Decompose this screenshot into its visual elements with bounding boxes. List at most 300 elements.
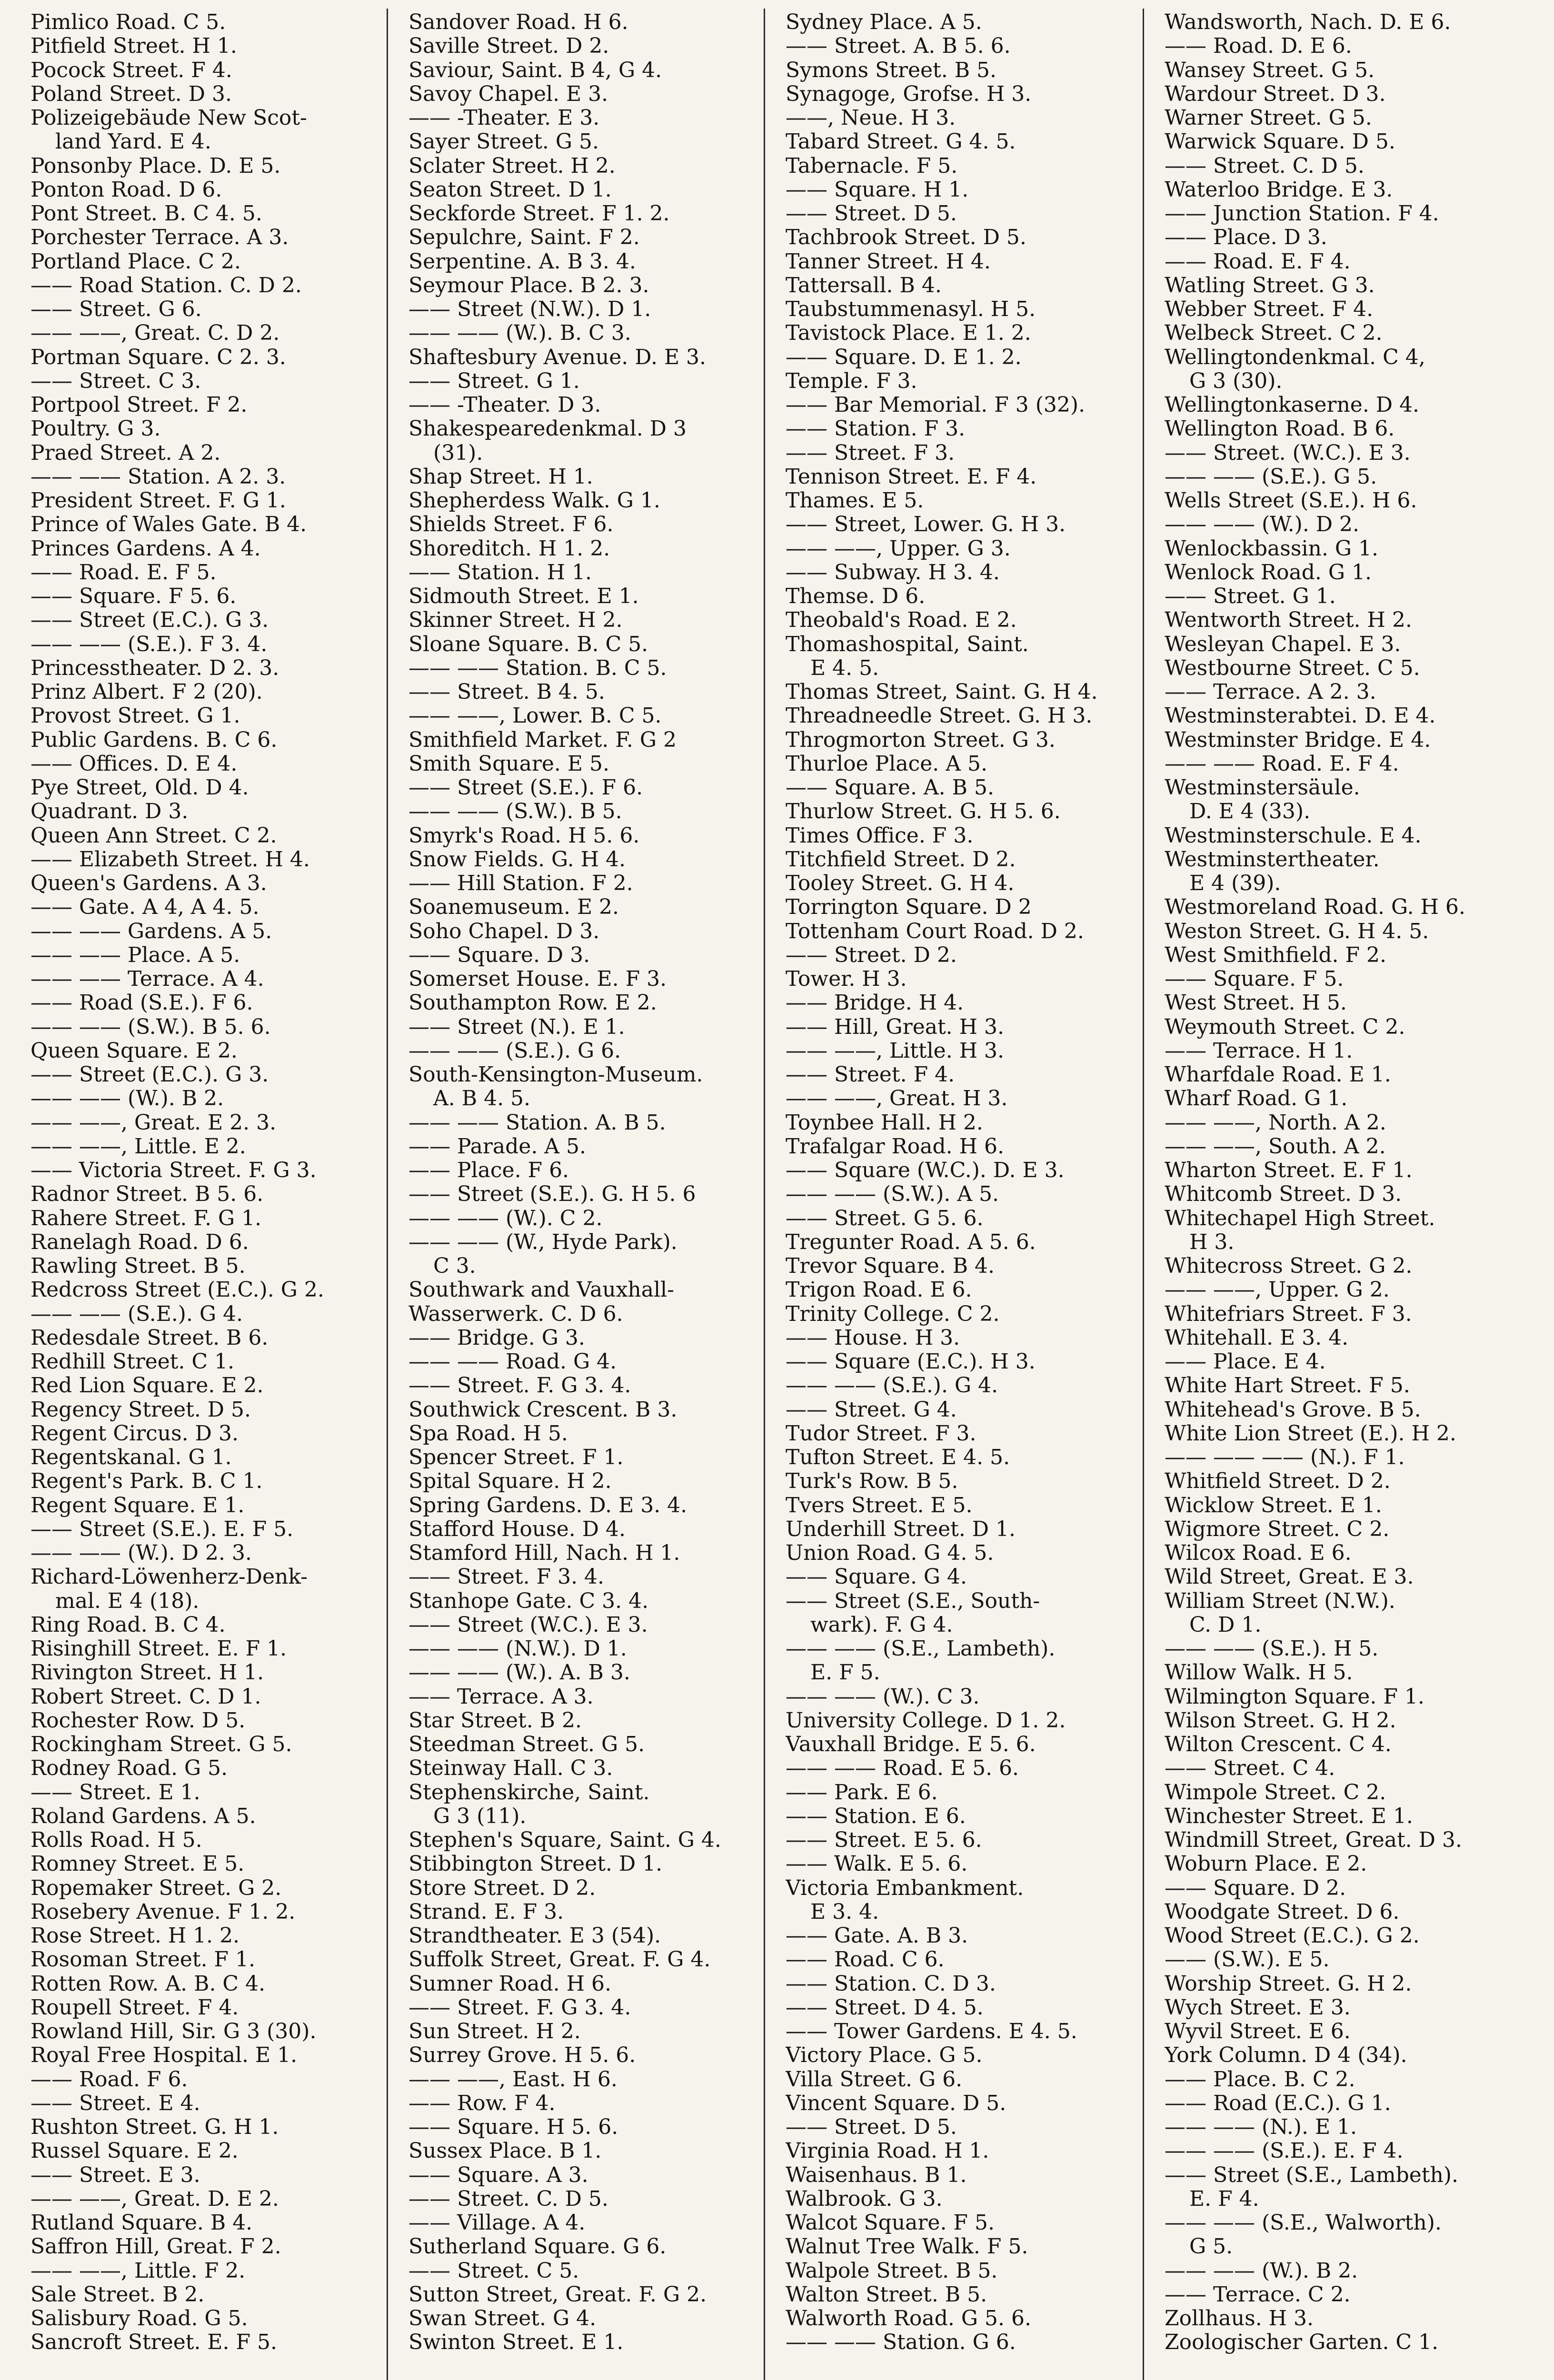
index-entry: Queen Ann Street. C 2. — [30, 823, 277, 848]
index-entry: Soho Chapel. D 3. — [408, 919, 600, 943]
index-entry: —— —— (W.). B 2. — [1165, 2259, 1358, 2283]
index-entry: —— Station. F 3. — [786, 417, 966, 441]
index-entry: Turk's Row. B 5. — [786, 1469, 958, 1494]
index-entry: —— Street. D 5. — [786, 202, 957, 226]
index-entry: Titchfield Street. D 2. — [786, 847, 1016, 872]
index-entry: Praed Street. A 2. — [30, 441, 221, 465]
index-entry: Spring Gardens. D. E 3. 4. — [408, 1493, 687, 1517]
index-entry: Westminstertheater. — [1165, 847, 1380, 872]
index-entry: Redcross Street (E.C.). G 2. — [30, 1278, 324, 1302]
index-entry: Wellingtonkaserne. D 4. — [1165, 393, 1420, 417]
index-entry: Underhill Street. D 1. — [786, 1517, 1016, 1541]
index-entry: Southwark and Vauxhall- — [408, 1278, 674, 1302]
index-entry: Sandover Road. H 6. — [408, 10, 628, 34]
index-entry: Soanemuseum. E 2. — [408, 895, 619, 920]
index-entry: —— —— Road. E 5. 6. — [786, 1756, 1019, 1781]
index-entry: —— Street. F. G 3. 4. — [408, 1995, 631, 2020]
index-entry: G 5. — [1189, 2235, 1233, 2259]
index-entry: —— ——, North. A 2. — [1165, 1111, 1386, 1135]
index-entry: Woodgate Street. D 6. — [1165, 1900, 1400, 1924]
index-entry: Ring Road. B. C 4. — [30, 1613, 226, 1637]
index-entry: E 4. 5. — [810, 656, 879, 680]
index-entry: —— Street. E 4. — [30, 2091, 200, 2115]
index-column-4 — [1165, 10, 1526, 2355]
index-entry: —— ——, Great. C. D 2. — [30, 321, 280, 346]
index-entry: Rosebery Avenue. F 1. 2. — [30, 1900, 296, 1924]
index-entry: —— Street. C 4. — [1165, 1756, 1335, 1781]
index-entry: Watling Street. G 3. — [1165, 273, 1375, 298]
index-entry: Redesdale Street. B 6. — [30, 1326, 269, 1350]
index-entry: —— Street, Lower. G. H 3. — [786, 513, 1066, 537]
index-entry: ——, Neue. H 3. — [786, 106, 956, 130]
index-entry: —— Road. D. E 6. — [1165, 34, 1352, 59]
index-entry: Walbrook. G 3. — [786, 2187, 943, 2211]
column-rule — [764, 9, 765, 2380]
index-entry: Throgmorton Street. G 3. — [786, 728, 1056, 752]
index-entry: —— —— (S.E.). F 3. 4. — [30, 632, 268, 656]
index-entry: Thames. E 5. — [786, 489, 924, 513]
index-entry: Southampton Row. E 2. — [408, 991, 657, 1015]
index-entry: —— —— Road. E. F 4. — [1165, 752, 1399, 776]
index-entry: Wesleyan Chapel. E 3. — [1165, 632, 1401, 656]
index-entry: Radnor Street. B 5. 6. — [30, 1182, 264, 1207]
index-entry: Westbourne Street. C 5. — [1165, 656, 1420, 680]
index-entry: Smyrk's Road. H 5. 6. — [408, 823, 640, 848]
index-entry: Tavistock Place. E 1. 2. — [786, 321, 1031, 346]
index-entry: South-Kensington-Museum. — [408, 1063, 703, 1087]
index-entry: Tooley Street. G. H 4. — [786, 872, 1015, 895]
index-entry: Whitehead's Grove. B 5. — [1165, 1398, 1421, 1422]
index-entry: —— —— (W.). B 2. — [30, 1087, 224, 1111]
index-entry: —— ——, East. H 6. — [408, 2067, 618, 2092]
index-entry: Worship Street. G. H 2. — [1165, 1972, 1412, 1996]
index-entry: Weston Street. G. H 4. 5. — [1165, 919, 1429, 943]
index-entry: —— Street (W.C.). E 3. — [408, 1613, 648, 1637]
index-entry: Steedman Street. G 5. — [408, 1733, 645, 1756]
index-entry: Princes Gardens. A 4. — [30, 536, 261, 561]
index-entry: Shap Street. H 1. — [408, 465, 593, 489]
index-entry: —— —— Station. G 6. — [786, 2330, 1016, 2355]
index-entry: —— —— (W.). B. C 3. — [408, 321, 631, 346]
index-entry: Shakespearedenkmal. D 3 — [408, 417, 687, 441]
index-entry: Steinway Hall. C 3. — [408, 1756, 613, 1781]
index-entry: —— Street. C 3. — [30, 369, 201, 393]
index-entry: Rochester Row. D 5. — [30, 1708, 246, 1733]
index-entry: Temple. F 3. — [786, 369, 917, 393]
index-entry: Warwick Square. D 5. — [1165, 130, 1395, 154]
index-entry: —— —— Station. B. C 5. — [408, 656, 667, 680]
index-entry: Stamford Hill, Nach. H 1. — [408, 1541, 680, 1565]
index-entry: C 3. — [433, 1254, 476, 1278]
index-entry: Royal Free Hospital. E 1. — [30, 2043, 298, 2068]
index-entry: Red Lion Square. E 2. — [30, 1374, 264, 1398]
index-entry: G 3 (30). — [1189, 369, 1283, 393]
index-entry: Thurlow Street. G. H 5. 6. — [786, 800, 1061, 824]
index-entry: Thurloe Place. A 5. — [786, 752, 987, 776]
index-entry: —— Terrace. C 2. — [1165, 2282, 1351, 2307]
index-entry: —— Street. C. D 5. — [1165, 154, 1365, 178]
index-entry: —— Station. H 1. — [408, 560, 592, 585]
index-entry: Willow Walk. H 5. — [1165, 1661, 1353, 1685]
index-entry: Seymour Place. B 2. 3. — [408, 273, 649, 298]
index-entry: E. F 5. — [810, 1661, 880, 1685]
index-entry: Serpentine. A. B 3. 4. — [408, 249, 636, 274]
index-entry: —— Street (S.E.). F 6. — [408, 776, 643, 800]
index-entry: wark). F. G 4. — [810, 1613, 953, 1637]
index-entry: —— Terrace. A 2. 3. — [1165, 680, 1376, 704]
index-entry: —— —— (S.W.). B 5. — [408, 800, 622, 824]
index-entry: Trevor Square. B 4. — [786, 1254, 995, 1278]
index-entry: —— —— Station. A. B 5. — [408, 1111, 666, 1135]
index-entry: Tower. H 3. — [786, 967, 907, 991]
index-entry: Trinity College. C 2. — [786, 1302, 1000, 1326]
index-entry: Wood Street (E.C.). G 2. — [1165, 1924, 1420, 1948]
index-entry: Threadneedle Street. G. H 3. — [786, 704, 1093, 728]
index-entry: Pye Street, Old. D 4. — [30, 776, 249, 800]
index-entry: Synagoge, Grofse. H 3. — [786, 82, 1032, 106]
index-entry: Walworth Road. G 5. 6. — [786, 2307, 1031, 2330]
index-entry: —— —— (S.W.). A 5. — [786, 1182, 999, 1207]
index-entry: —— Street. E 1. — [30, 1780, 200, 1805]
index-entry: Symons Street. B 5. — [786, 58, 997, 82]
index-entry: —— Parade. A 5. — [408, 1134, 587, 1159]
index-entry: Waterloo Bridge. E 3. — [1165, 178, 1393, 202]
index-entry: Portman Square. C 2. 3. — [30, 345, 286, 369]
index-entry: —— Square. D 2. — [1165, 1876, 1346, 1900]
index-entry: Wenlockbassin. G 1. — [1165, 536, 1378, 561]
index-entry: Zoologischer Garten. C 1. — [1165, 2330, 1439, 2355]
index-entry: Sloane Square. B. C 5. — [408, 632, 648, 656]
index-entry: Sutherland Square. G 6. — [408, 2235, 667, 2259]
column-rule — [387, 9, 388, 2380]
index-entry: —— Street. (W.C.). E 3. — [1165, 441, 1411, 465]
index-entry: H 3. — [1189, 1230, 1235, 1254]
index-entry: Villa Street. G 6. — [786, 2067, 963, 2092]
index-entry: Ranelagh Road. D 6. — [30, 1230, 249, 1254]
index-entry: White Lion Street (E.). H 2. — [1165, 1421, 1456, 1446]
index-entry: —— Road (S.E.). F 6. — [30, 991, 253, 1015]
index-entry: —— Road (E.C.). G 1. — [1165, 2091, 1391, 2115]
index-entry: Wellingtondenkmal. C 4, — [1165, 345, 1425, 369]
index-entry: —— Street. F 3. 4. — [408, 1565, 605, 1589]
index-entry: Whitefriars Street. F 3. — [1165, 1302, 1412, 1326]
index-entry: Shields Street. F 6. — [408, 513, 614, 537]
index-entry: —— Square. H 1. — [786, 178, 969, 202]
index-entry: —— Street. F 3. — [786, 441, 955, 465]
index-entry: Tennison Street. E. F 4. — [786, 465, 1037, 489]
index-entry: Walton Street. B 5. — [786, 2282, 987, 2307]
index-entry: Portpool Street. F 2. — [30, 393, 248, 417]
index-entry: Pocock Street. F 4. — [30, 58, 232, 82]
index-entry: —— Road. F 6. — [30, 2067, 188, 2092]
index-entry: Surrey Grove. H 5. 6. — [408, 2043, 636, 2068]
index-entry: Quadrant. D 3. — [30, 800, 189, 824]
index-entry: —— Subway. H 3. 4. — [786, 560, 1000, 585]
index-entry: Waisenhaus. B 1. — [786, 2163, 967, 2187]
index-entry: Spencer Street. F 1. — [408, 1446, 624, 1469]
index-entry: —— —— (S.E.). E. F 4. — [1165, 2139, 1404, 2163]
index-entry: —— —— (S.W.). B 5. 6. — [30, 1015, 271, 1039]
index-entry: Stephen's Square, Saint. G 4. — [408, 1828, 721, 1852]
index-entry: Tattersall. B 4. — [786, 273, 942, 298]
index-entry: Tanner Street. H 4. — [786, 249, 991, 274]
index-entry: —— —— (W.). A. B 3. — [408, 1661, 630, 1685]
index-entry: —— ——, Great. E 2. 3. — [30, 1111, 277, 1135]
index-entry: —— Street. G 1. — [1165, 585, 1336, 608]
index-entry: E. F 4. — [1189, 2187, 1259, 2211]
index-entry: Ropemaker Street. G 2. — [30, 1876, 282, 1900]
index-entry: Portland Place. C 2. — [30, 249, 241, 274]
index-entry: Thomashospital, Saint. — [786, 632, 1029, 656]
index-entry: —— Street. G 5. 6. — [786, 1206, 984, 1230]
index-column-1 — [30, 10, 383, 2355]
index-entry: —— Street. B 4. 5. — [408, 680, 605, 704]
index-entry: Regency Street. D 5. — [30, 1398, 251, 1422]
index-entry: Stanhope Gate. C 3. 4. — [408, 1589, 649, 1613]
index-entry: —— Square. G 4. — [786, 1565, 967, 1589]
index-entry: Wasserwerk. C. D 6. — [408, 1302, 623, 1326]
index-entry: Smithfield Market. F. G 2 — [408, 728, 677, 752]
index-entry: —— ——, Upper. G 2. — [1165, 1278, 1390, 1302]
index-entry: Westminster Bridge. E 4. — [1165, 728, 1431, 752]
index-entry: Sydney Place. A 5. — [786, 10, 982, 34]
index-entry: —— Gate. A 4, A 4. 5. — [30, 895, 259, 920]
index-entry: Thomas Street, Saint. G. H 4. — [786, 680, 1098, 704]
index-entry: Roland Gardens. A 5. — [30, 1804, 256, 1828]
index-entry: Roupell Street. F 4. — [30, 1995, 239, 2020]
index-entry: Wharton Street. E. F 1. — [1165, 1159, 1413, 1182]
index-entry: York Column. D 4 (34). — [1165, 2043, 1407, 2068]
index-entry: Times Office. F 3. — [786, 823, 974, 848]
index-column-2 — [408, 10, 761, 2355]
index-entry: Ponton Road. D 6. — [30, 178, 222, 202]
index-entry: E 4 (39). — [1189, 872, 1281, 895]
index-entry: —— —— (W.). D 2. 3. — [30, 1541, 252, 1565]
index-entry: Winchester Street. E 1. — [1165, 1804, 1413, 1828]
index-entry: mal. E 4 (18). — [55, 1589, 199, 1613]
index-entry: —— Square. F 5. 6. — [30, 585, 237, 608]
index-entry: —— Street. A. B 5. 6. — [786, 34, 1011, 59]
index-entry: —— Street. C. D 5. — [408, 2187, 608, 2211]
index-entry: —— Row. F 4. — [408, 2091, 556, 2115]
index-entry: —— —— —— (N.). F 1. — [1165, 1446, 1405, 1469]
index-entry: Star Street. B 2. — [408, 1708, 582, 1733]
index-entry: —— Road. E. F 5. — [30, 560, 217, 585]
index-entry: —— Place. E 4. — [1165, 1350, 1326, 1374]
index-entry: —— Park. E 6. — [786, 1780, 938, 1805]
index-entry: Wimpole Street. C 2. — [1165, 1780, 1386, 1805]
index-entry: Rutland Square. B 4. — [30, 2211, 253, 2235]
index-entry: —— ——, South. A 2. — [1165, 1134, 1386, 1159]
index-entry: Queen Square. E 2. — [30, 1039, 238, 1063]
index-entry: West Smithfield. F 2. — [1165, 943, 1386, 967]
index-entry: Wharf Road. G 1. — [1165, 1087, 1348, 1111]
index-entry: —— ——, Great. D. E 2. — [30, 2187, 279, 2211]
index-entry: —— Street (S.E.). G. H 5. 6 — [408, 1182, 696, 1207]
index-entry: —— Square. H 5. 6. — [408, 2115, 618, 2139]
index-entry: President Street. F. G 1. — [30, 489, 286, 513]
index-entry: Wyvil Street. E 6. — [1165, 2020, 1351, 2043]
index-entry: Saville Street. D 2. — [408, 34, 609, 59]
index-entry: —— —— (S.E.). G 6. — [408, 1039, 621, 1063]
index-entry: Westminsterabtei. D. E 4. — [1165, 704, 1436, 728]
index-entry: —— Street (N.W.). D 1. — [408, 298, 651, 321]
index-entry: Somerset House. E. F 3. — [408, 967, 667, 991]
index-entry: Windmill Street, Great. D 3. — [1165, 1828, 1462, 1852]
index-entry: —— (S.W.). E 5. — [1165, 1948, 1330, 1972]
index-entry: Wild Street, Great. E 3. — [1165, 1565, 1414, 1589]
index-entry: Sancroft Street. E. F 5. — [30, 2330, 278, 2355]
index-entry: —— Street (N.). E 1. — [408, 1015, 625, 1039]
index-entry: Wilton Crescent. C 4. — [1165, 1733, 1392, 1756]
index-entry: Rosoman Street. F 1. — [30, 1948, 256, 1972]
index-entry: Wilmington Square. F 1. — [1165, 1685, 1424, 1709]
index-entry: —— Square (W.C.). D. E 3. — [786, 1159, 1065, 1182]
index-entry: —— ——, Little. F 2. — [30, 2259, 246, 2283]
index-entry: Robert Street. C. D 1. — [30, 1685, 261, 1709]
index-entry: Shoreditch. H 1. 2. — [408, 536, 610, 561]
index-entry: Wardour Street. D 3. — [1165, 82, 1386, 106]
index-entry: Virginia Road. H 1. — [786, 2139, 989, 2163]
index-entry: Theobald's Road. E 2. — [786, 608, 1017, 633]
index-entry: Tufton Street. E 4. 5. — [786, 1446, 1010, 1469]
index-entry: —— Street. C 5. — [408, 2259, 579, 2283]
index-entry: Rockingham Street. G 5. — [30, 1733, 292, 1756]
index-entry: Wych Street. E 3. — [1165, 1995, 1351, 2020]
index-entry: University College. D 1. 2. — [786, 1708, 1066, 1733]
index-entry: Sussex Place. B 1. — [408, 2139, 602, 2163]
index-entry: Strandtheater. E 3 (54). — [408, 1924, 661, 1948]
index-entry: Rotten Row. A. B. C 4. — [30, 1972, 266, 1996]
index-entry: —— Road. C 6. — [786, 1948, 945, 1972]
index-entry: Zollhaus. H 3. — [1165, 2307, 1314, 2330]
index-entry: Woburn Place. E 2. — [1165, 1852, 1367, 1876]
index-entry: Tottenham Court Road. D 2. — [786, 919, 1084, 943]
index-entry: —— Street (S.E., Lambeth). — [1165, 2163, 1458, 2187]
index-entry: —— —— (W.). D 2. — [1165, 513, 1360, 537]
index-entry: —— Road Station. C. D 2. — [30, 273, 302, 298]
index-entry: Vauxhall Bridge. E 5. 6. — [786, 1733, 1036, 1756]
index-entry: —— —— (S.E., Walworth). — [1165, 2211, 1442, 2235]
index-entry: William Street (N.W.). — [1165, 1589, 1395, 1613]
index-entry: Toynbee Hall. H 2. — [786, 1111, 983, 1135]
index-entry: —— Square. D 3. — [408, 943, 590, 967]
index-entry: Pimlico Road. C 5. — [30, 10, 226, 34]
index-entry: Southwick Crescent. B 3. — [408, 1398, 677, 1422]
index-entry: —— Street (E.C.). G 3. — [30, 608, 269, 633]
index-entry: Wilcox Road. E 6. — [1165, 1541, 1352, 1565]
index-entry: —— ——, Lower. B. C 5. — [408, 704, 662, 728]
index-entry: Tabard Street. G 4. 5. — [786, 130, 1016, 154]
index-entry: —— Street (E.C.). G 3. — [30, 1063, 269, 1087]
index-entry: Princesstheater. D 2. 3. — [30, 656, 279, 680]
index-entry: —— —— Terrace. A 4. — [30, 967, 264, 991]
column-rule — [1143, 9, 1144, 2380]
index-entry: Rivington Street. H 1. — [30, 1661, 264, 1685]
index-entry: Regentskanal. G 1. — [30, 1446, 232, 1469]
index-entry: —— —— (N.). E 1. — [1165, 2115, 1357, 2139]
index-entry: Themse. D 6. — [786, 585, 926, 608]
index-entry: Sutton Street, Great. F. G 2. — [408, 2282, 707, 2307]
index-entry: Shepherdess Walk. G 1. — [408, 489, 660, 513]
index-entry: —— Bridge. G 3. — [408, 1326, 585, 1350]
index-entry: Prince of Wales Gate. B 4. — [30, 513, 307, 537]
index-entry: E 3. 4. — [810, 1900, 879, 1924]
index-entry: Savoy Chapel. E 3. — [408, 82, 608, 106]
index-entry: —— Place. F 6. — [408, 1159, 569, 1182]
index-entry: —— Village. A 4. — [408, 2211, 586, 2235]
index-entry: Regent Square. E 1. — [30, 1493, 245, 1517]
index-entry: —— Street. G 1. — [408, 369, 580, 393]
index-entry: Tudor Street. F 3. — [786, 1421, 976, 1446]
index-entry: Westminsterschule. E 4. — [1165, 823, 1422, 848]
index-entry: —— Gate. A. B 3. — [786, 1924, 968, 1948]
index-entry: Wenlock Road. G 1. — [1165, 560, 1372, 585]
index-entry: —— -Theater. D 3. — [408, 393, 601, 417]
index-entry: Richard-Löwenherz-Denk- — [30, 1565, 308, 1589]
index-entry: land Yard. E 4. — [55, 130, 211, 154]
index-entry: —— Street. D 5. — [786, 2115, 957, 2139]
index-entry: Rushton Street. G. H 1. — [30, 2115, 279, 2139]
index-entry: Walpole Street. B 5. — [786, 2259, 998, 2283]
index-entry: Wigmore Street. C 2. — [1165, 1517, 1390, 1541]
index-entry: —— Victoria Street. F. G 3. — [30, 1159, 317, 1182]
index-entry: Wandsworth, Nach. D. E 6. — [1165, 10, 1451, 34]
index-entry: Sidmouth Street. E 1. — [408, 585, 639, 608]
index-entry: —— Square (E.C.). H 3. — [786, 1350, 1036, 1374]
index-entry: —— ——, Little. H 3. — [786, 1039, 1005, 1063]
index-entry: —— Street. F. G 3. 4. — [408, 1374, 631, 1398]
index-entry: Regent Circus. D 3. — [30, 1421, 239, 1446]
index-entry: Porchester Terrace. A 3. — [30, 226, 289, 250]
index-entry: Wentworth Street. H 2. — [1165, 608, 1412, 633]
index-entry: —— —— Station. A 2. 3. — [30, 465, 286, 489]
index-entry: —— Junction Station. F 4. — [1165, 202, 1439, 226]
index-entry: Trafalgar Road. H 6. — [786, 1134, 1004, 1159]
index-entry: —— Street. F 4. — [786, 1063, 955, 1087]
index-entry: —— Tower Gardens. E 4. 5. — [786, 2020, 1077, 2043]
index-entry: Wells Street (S.E.). H 6. — [1165, 489, 1417, 513]
index-entry: Tvers Street. E 5. — [786, 1493, 973, 1517]
index-entry: Tregunter Road. A 5. 6. — [786, 1230, 1036, 1254]
index-entry: Stafford House. D 4. — [408, 1517, 626, 1541]
index-entry: Spa Road. H 5. — [408, 1421, 568, 1446]
index-entry: C. D 1. — [1189, 1613, 1262, 1637]
index-entry: —— —— (N.W.). D 1. — [408, 1637, 627, 1661]
index-entry: Strand. E. F 3. — [408, 1900, 564, 1924]
index-entry: Wansey Street. G 5. — [1165, 58, 1375, 82]
index-entry: Saviour, Saint. B 4, G 4. — [408, 58, 662, 82]
index-entry: —— House. H 3. — [786, 1326, 960, 1350]
index-entry: G 3 (11). — [433, 1804, 527, 1828]
index-entry: Provost Street. G 1. — [30, 704, 240, 728]
index-entry: Smith Square. E 5. — [408, 752, 609, 776]
index-entry: —— Square. A. B 5. — [786, 776, 994, 800]
index-entry: —— Station. C. D 3. — [786, 1972, 996, 1996]
index-entry: Victoria Embankment. — [786, 1876, 1024, 1900]
index-entry: Snow Fields. G. H 4. — [408, 847, 626, 872]
index-entry: —— Street. E 3. — [30, 2163, 200, 2187]
index-entry: —— Place. D 3. — [1165, 226, 1327, 250]
index-entry: Regent's Park. B. C 1. — [30, 1469, 263, 1494]
index-entry: —— ——, Upper. G 3. — [786, 536, 1011, 561]
index-entry: —— ——, Little. E 2. — [30, 1134, 246, 1159]
index-entry: Romney Street. E 5. — [30, 1852, 245, 1876]
index-entry: Spital Square. H 2. — [408, 1469, 612, 1494]
index-entry: White Hart Street. F 5. — [1165, 1374, 1410, 1398]
index-entry: —— Street. G 6. — [30, 298, 202, 321]
index-entry: —— Street. D 2. — [786, 943, 957, 967]
